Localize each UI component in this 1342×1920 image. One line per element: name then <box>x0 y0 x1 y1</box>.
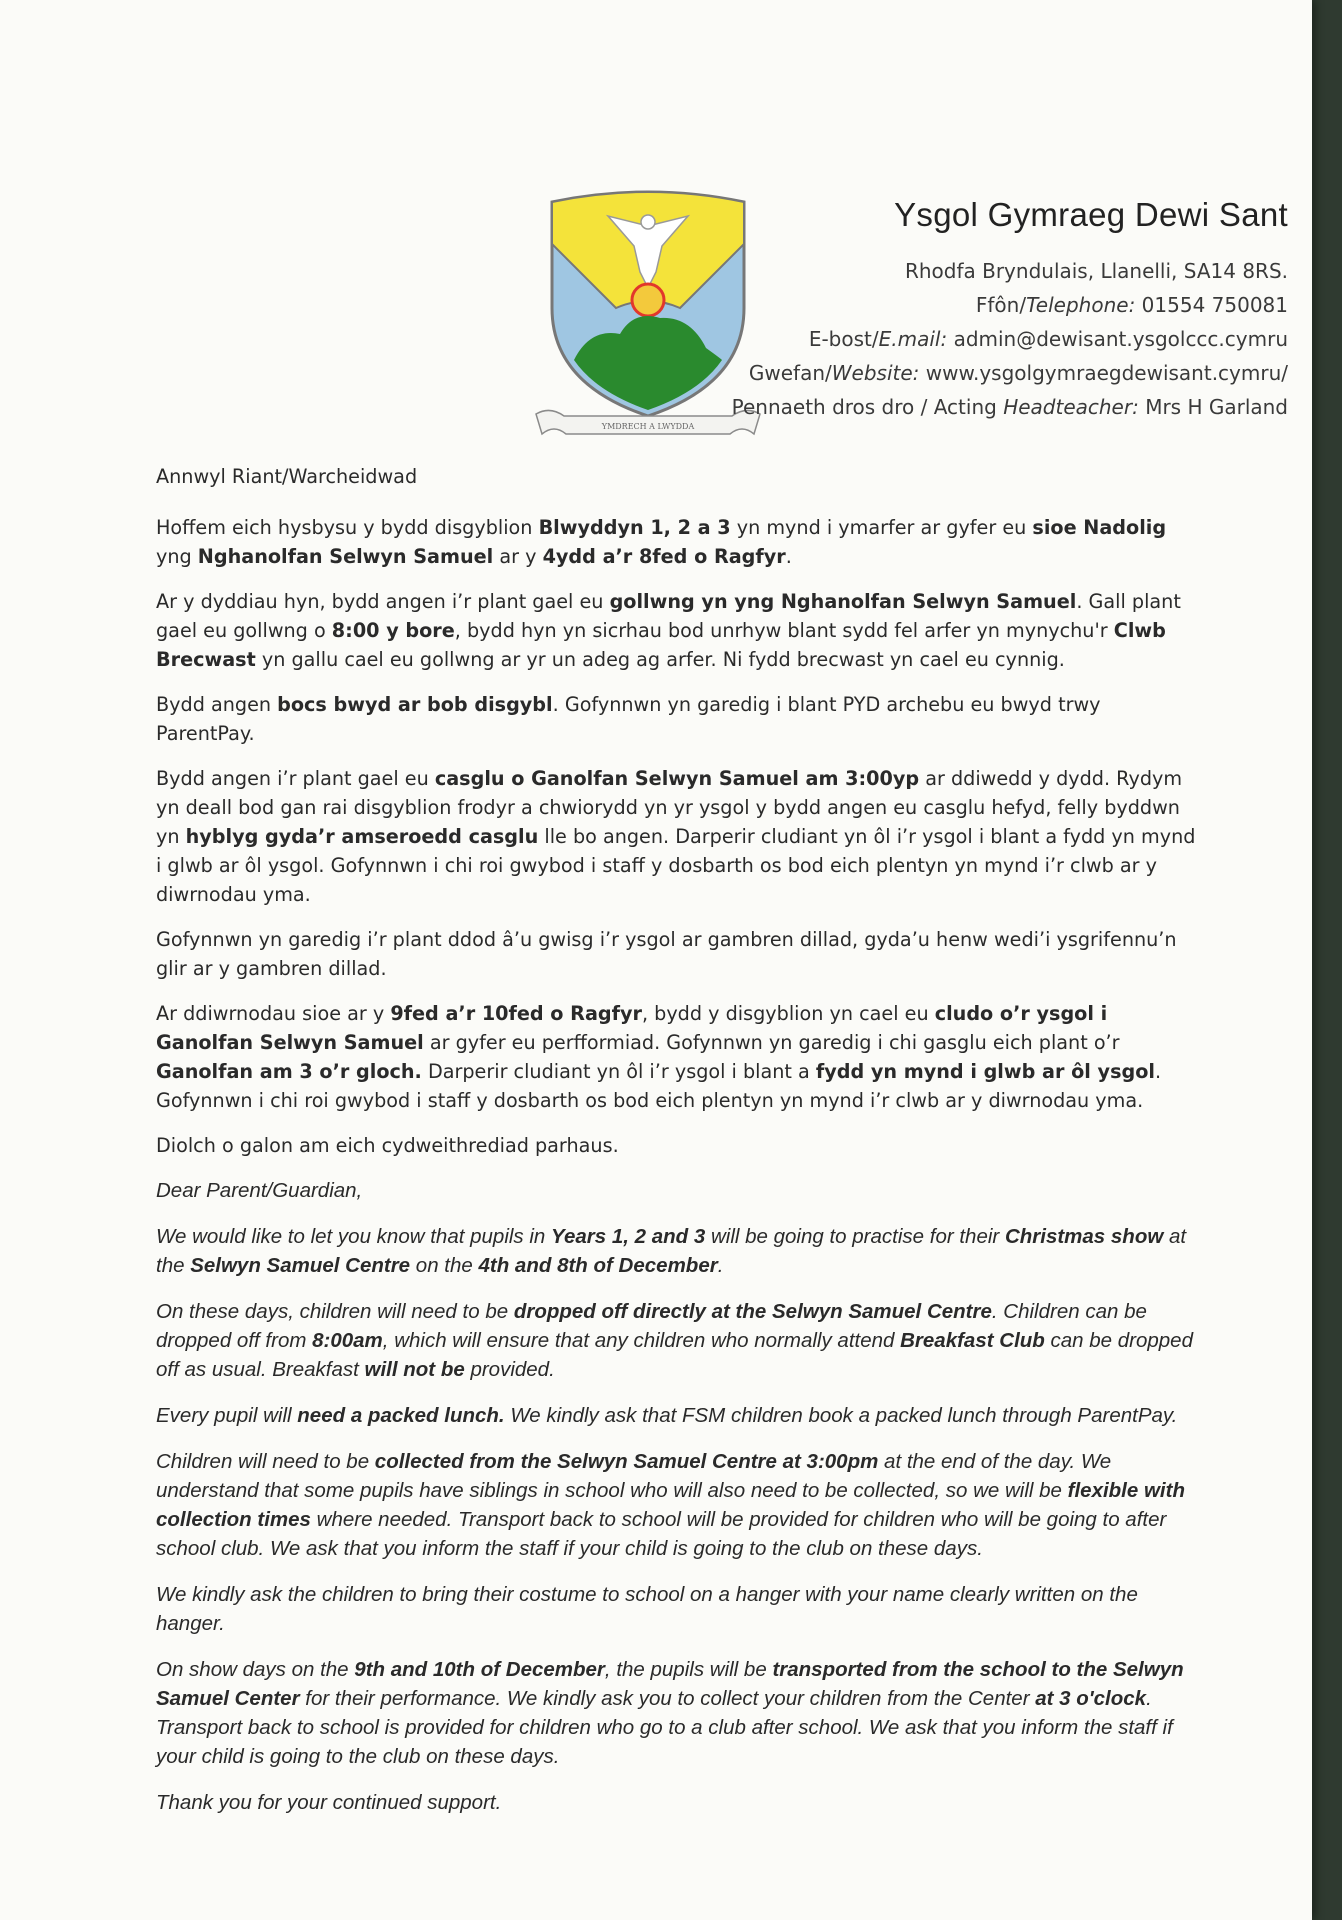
english-paragraph-3: Every pupil will need a packed lunch. We kindly ask that FSM children book a packed lunch through ParentPay. <box>156 1404 1178 1427</box>
phone-line: Ffôn/Telephone: 01554 750081 <box>975 293 1288 317</box>
letter-body <box>156 462 1196 1834</box>
english-paragraph-7: Thank you for your continued support. <box>156 1791 502 1814</box>
address: Rhodfa Bryndulais, Llanelli, SA14 8RS. <box>904 259 1288 283</box>
english-paragraph-4: Children will need to be collected from the Selwyn Samuel Centre at 3:00pm at the end of the day. We understand that some pupils have siblings in school who will also need to be collected, so we will be flexible with collection times where needed. Transport back to school will be provided for children who will be going to after school club. We ask that you inform the staff if your child is going to the club on these days. <box>156 1450 1185 1560</box>
crest-motto: YMDRECH A LWYDDA <box>601 422 695 431</box>
welsh-salutation: Annwyl Riant/Warcheidwad <box>156 465 418 488</box>
website-line: Gwefan/Website: www.ysgolgymraegdewisant.cymru/ <box>748 361 1288 385</box>
english-paragraph-5: We kindly ask the children to bring their costume to school on a hanger with your name clearly written on the hanger. <box>156 1583 1138 1635</box>
english-paragraph-6: On show days on the 9th and 10th of December, the pupils will be transported from the school to the Selwyn Samuel Center for their performance. We kindly ask you to collect your children from the Center at 3 o'clock. Transport back to school is provided for children who go to a club after school. We ask that you inform the staff if your child is going to the club on these days. <box>156 1658 1184 1768</box>
email-line: E-bost/E.mail: admin@dewisant.ysgolccc.cymru <box>808 327 1288 351</box>
headteacher-line: Pennaeth dros dro / Acting Headteacher: Mrs H Garland <box>731 395 1288 419</box>
welsh-paragraph-2: Ar y dyddiau hyn, bydd angen i’r plant gael eu gollwng yn yng Nghanolfan Selwyn Samuel. Gall plant gael eu gollwng o 8:00 y bore, bydd hyn yn sicrhau bod unrhyw blant sydd fel arfer yn mynychu'r Clwb Brecwast yn gallu cael eu gollwng ar yr un adeg ag arfer. Ni fydd brecwast yn cael eu cynnig. <box>156 590 1181 671</box>
welsh-paragraph-1: Hoffem eich hysbysu y bydd disgyblion Blwyddyn 1, 2 a 3 yn mynd i ymarfer ar gyfer eu sioe Nadolig yng Nghanolfan Selwyn Samuel ar y 4ydd a’r 8fed o Ragfyr. <box>156 516 1167 568</box>
welsh-paragraph-6: Ar ddiwrnodau sioe ar y 9fed a’r 10fed o Ragfyr, bydd y disgyblion yn cael eu cludo o’r ysgol i Ganolfan Selwyn Samuel ar gyfer eu perfformiad. Gofynnwn yn garedig i chi gasglu eich plant o’r Ganolfan am 3 o’r gloch. Darperir cludiant yn ôl i’r ysgol i blant a fydd yn mynd i glwb ar ôl ysgol. Gofynnwn i chi roi gwybod i staff y dosbarth os bod eich plentyn yn mynd i’r clwb ar y diwrnodau yma. <box>156 1002 1162 1112</box>
school-name: Ysgol Gymraeg Dewi Sant <box>894 196 1288 233</box>
english-paragraph-2: On these days, children will need to be dropped off directly at the Selwyn Samuel Centre. Children can be dropped off from 8:00am, which will ensure that any children who normally attend Breakfast Club can be dropped off as usual. Breakfast will not be provided. <box>156 1300 1193 1381</box>
english-salutation: Dear Parent/Guardian, <box>156 1179 363 1202</box>
welsh-paragraph-4: Bydd angen i’r plant gael eu casglu o Ganolfan Selwyn Samuel am 3:00yp ar ddiwedd y dydd. Rydym yn deall bod gan rai disgyblion frodyr a chwiorydd yn yr ysgol y bydd angen eu casglu hefyd, felly byddwn yn hyblyg gyda’r amseroedd casglu lle bo angen. Darperir cludiant yn ôl i’r ysgol i blant a fydd yn mynd i glwb ar ôl ysgol. Gofynnwn i chi roi gwybod i staff y dosbarth os bod eich plentyn yn mynd i’r clwb ar y diwrnodau yma. <box>156 767 1196 906</box>
welsh-paragraph-7: Diolch o galon am eich cydweithrediad parhaus. <box>156 1134 619 1157</box>
letterhead <box>648 196 1288 424</box>
english-paragraph-1: We would like to let you know that pupils in Years 1, 2 and 3 will be going to practise for their Christmas show at the Selwyn Samuel Centre on the 4th and 8th of December. <box>156 1225 1187 1277</box>
welsh-paragraph-5: Gofynnwn yn garedig i’r plant ddod â’u gwisg i’r ysgol ar gambren dillad, gyda’u henw wedi’i ysgrifennu’n glir ar y gambren dillad. <box>156 928 1177 980</box>
welsh-paragraph-3: Bydd angen bocs bwyd ar bob disgybl. Gofynnwn yn garedig i blant PYD archebu eu bwyd trwy ParentPay. <box>156 693 1101 745</box>
english-section <box>156 1176 1196 1817</box>
